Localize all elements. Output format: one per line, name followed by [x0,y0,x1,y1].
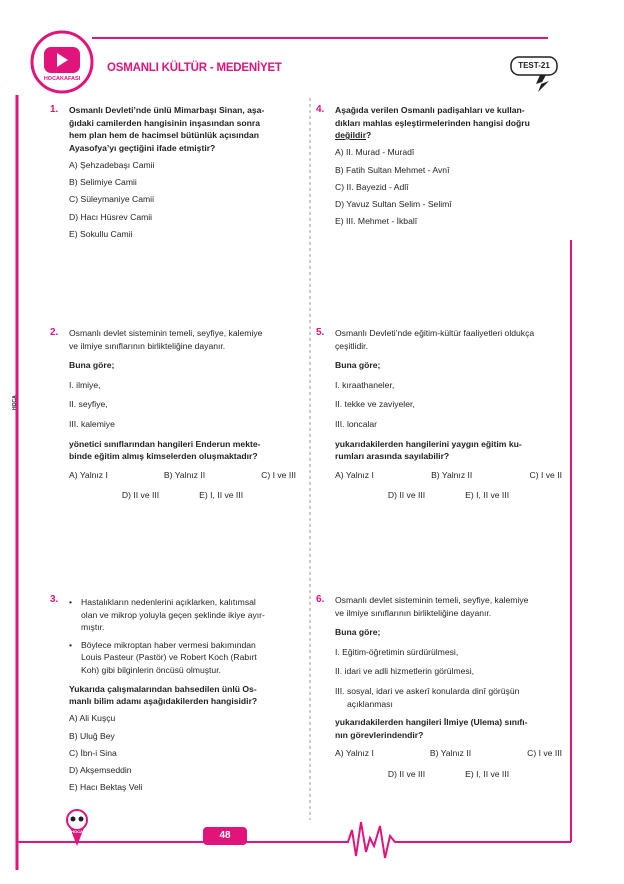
answer-option: E) I, II ve III [465,490,510,501]
answer-option: A) Yalnız I [335,469,374,480]
answer-option: D) II ve III [387,490,426,501]
question-text: ğıdaki camilerden hangisinin inşasından sonra [69,117,261,128]
question-lead: Buna göre; [69,360,115,371]
test-label: TEST-21 [518,61,550,70]
logo [30,30,94,94]
answer-option: A) Yalnız I [335,748,374,759]
statement-item: II. seyfiye, [69,399,108,410]
answer-option: B) Yalnız II [429,748,472,759]
page-number-badge [203,827,247,845]
answer-option: E) I, II ve III [465,768,510,779]
question-number: 4. [316,104,325,115]
answer-option: A) Ali Kuşçu [69,713,116,724]
statement-item: III. kalemiye [69,418,115,429]
answer-option: E) Sokullu Camii [69,228,133,239]
logo-text: HOCAKAFASI [43,76,81,82]
answer-option: E) Hacı Bektaş Veli [69,782,143,793]
question-text: yönetici sınıflarından hangileri Enderun mekte- [69,438,261,449]
question-3 [50,594,296,794]
question-lead: Buna göre; [335,627,381,638]
statement-item: III. sosyal, idari ve askerî konularda dinî görüşün [335,685,520,696]
statement-item: I. Eğitim-öğretimin sürdürülmesi, [335,646,459,657]
question-intro: Osmanlı devlet sisteminin temeli, seyfiye, kalemiye [69,328,263,338]
statement-item: II. idari ve adli hizmetlerin görülmesi, [335,666,474,677]
statement-item: I. ilmiye, [69,379,101,390]
test-badge [510,55,560,93]
mascot-icon [60,808,94,848]
page-number: 48 [219,830,231,841]
question-intro: ve ilmiye sınıflarının birlikteliğine dayanır. [69,340,226,351]
question-number: 5. [316,327,325,338]
question-lead: Buna göre; [335,360,381,371]
answer-option: A) Şehzadebaşı Camii [69,159,155,170]
mascot-label: HOCA [71,829,83,834]
question-text: manlı bilim adamı aşağıdakilerden hangisidir? [69,696,258,707]
answer-option: C) İbn-i Sina [69,747,117,758]
question-text: Yukarıda çalışmalarından bahsedilen ünlü Os- [69,683,257,694]
question-text: binde eğitim almış kimselerden oluşmaktadır? [69,451,258,462]
question-6 [316,594,562,781]
question-text: yukarıdakilerden hangilerini yaygın eğitim ku- [335,438,522,449]
question-intro: Osmanlı devlet sisteminin temeli, seyfiye, kalemiye [335,595,529,605]
answer-option: E) III. Mehmet - İkbalî [335,216,418,227]
question-intro: Osmanlı Devleti’nde eğitim-kültür faaliyetleri oldukça [335,328,535,338]
answer-option: A) II. Murad - Muradî [335,147,415,158]
heartbeat-line [342,822,404,858]
question-mark: ? [366,130,372,141]
side-label: HOCA [12,395,18,410]
answer-option: D) II ve III [121,490,160,501]
question-5 [316,327,562,502]
answer-option: E) I, II ve III [199,490,244,501]
answer-option: C) I ve III [527,748,562,759]
bullet-item: • Hastalıkların nedenlerini açıklarken, kalıtımsal olan ve mikrop yoluyla geçen şeklinde ikiye ayır- mıştır. [69,597,265,633]
question-text: Ayasofya’yı geçtiğini ifade etmiştir? [69,142,216,153]
answer-option: C) I ve III [261,469,296,480]
answer-option: C) I ve II [529,469,562,480]
question-text: hem plan hem de hacimsel bütünlük açısından [69,130,260,141]
question-number: 2. [50,327,59,338]
page-title: OSMANLI KÜLTÜR - MEDENİYET [107,62,282,74]
answer-option: B) Fatih Sultan Mehmet - Avnî [335,164,450,175]
answer-option: B) Selimiye Camii [69,177,137,188]
statement-item: I. kıraathaneler, [335,379,395,390]
bullet-item: • Böylece mikroptan haber vermesi bakımından Louis Pasteur (Pastör) ve Robert Koch (Rabırt Koh) gibi bilginlerin öncüsü olmuştur. [69,639,257,675]
answer-option: B) Yalnız II [163,469,206,480]
question-text: Osmanlı Devleti’nde ünlü Mimarbaşı Sinan, aşa- [69,105,265,115]
answer-option: A) Yalnız I [69,469,108,480]
question-text: Aşağıda verilen Osmanlı padişahları ve kullan- [335,105,525,115]
answer-option: C) II. Bayezid - Adlî [335,181,409,192]
question-intro: ve ilmiye sınıflarının birlikteliğine dayanır. [335,607,492,618]
answer-option: D) Yavuz Sultan Selim - Selimî [335,198,452,209]
bullet-icon: • [69,639,73,650]
answer-option: B) Yalnız II [431,469,473,480]
question-number: 1. [50,104,59,115]
statement-item: III. loncalar [335,418,378,429]
statement-item: açıklanması [347,698,393,709]
answer-option: D) Hacı Hüsrev Camii [69,211,153,222]
question-intro: çeşitlidir. [335,340,368,351]
question-text: rumları arasında sayılabilir? [335,451,450,462]
question-2 [50,327,296,502]
question-number: 6. [316,594,325,605]
statement-item: II. tekke ve zaviyeler, [335,399,415,410]
play-icon [30,30,94,94]
answer-option: B) Uluğ Bey [69,730,115,741]
question-1 [50,104,296,240]
question-text: yukarıdakilerden hangileri İlmiye (Ulema) sınıfı- [335,717,528,728]
bullet-icon: • [69,597,73,607]
question-4 [316,104,562,228]
answer-option: D) II ve III [387,768,426,779]
answer-option: C) Süleymaniye Camii [69,194,155,205]
question-text: dıkları mahlas eşleştirmelerinden hangisi doğru [335,117,530,128]
question-number: 3. [50,594,59,605]
question-text: nın görevlerindendir? [335,729,424,740]
answer-option: D) Akşemseddin [69,764,132,775]
question-negation: değildir [335,130,367,141]
